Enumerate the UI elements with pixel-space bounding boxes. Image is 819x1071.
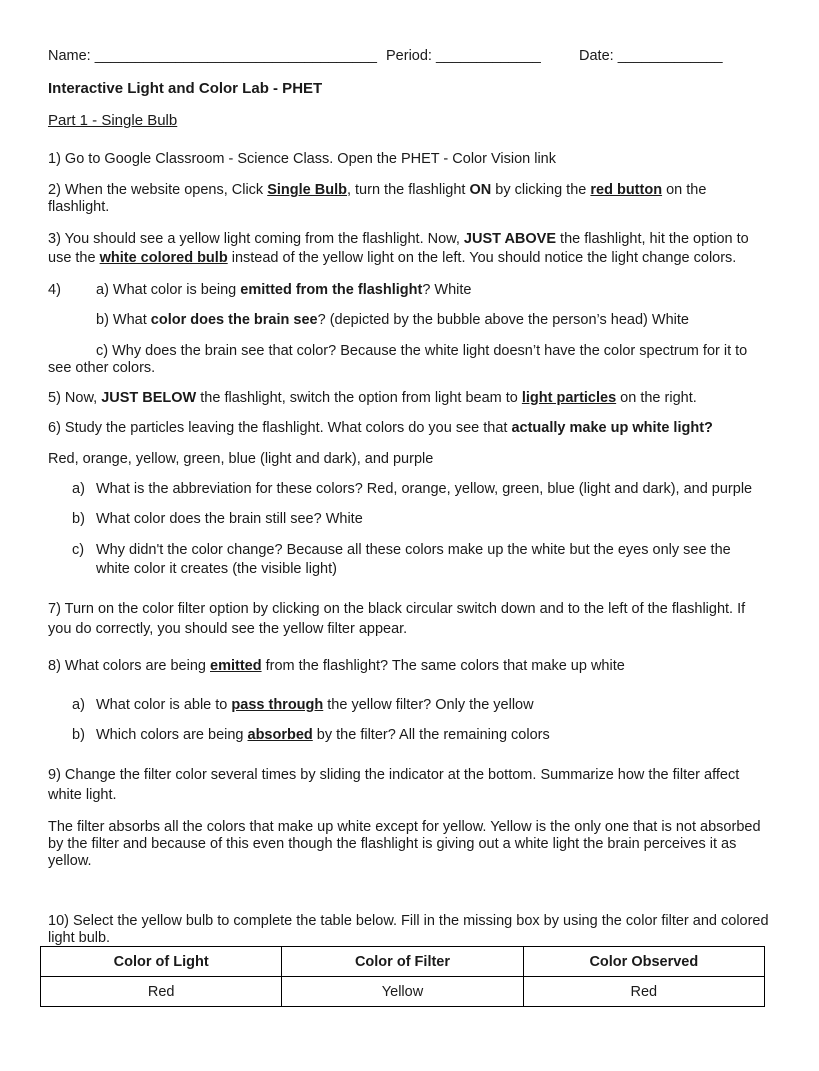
period-label: Period: — [386, 48, 432, 64]
q6-bold: actually make up white light? — [511, 420, 713, 436]
q6a-marker: a) — [72, 481, 85, 497]
date-field[interactable] — [579, 48, 723, 64]
q8a-marker: a) — [72, 697, 85, 713]
observation-table — [40, 946, 765, 1007]
q2-on: ON — [469, 182, 492, 198]
table-cell[interactable]: Red — [523, 977, 764, 1007]
q4b-text: ? (depicted by the bubble above the person’s head) White — [317, 312, 689, 328]
question-6b: What color does the brain still see? White — [96, 511, 363, 527]
q4b-bold: color does the brain see — [150, 312, 318, 328]
q8a-text: the yellow filter? Only the yellow — [323, 697, 534, 713]
q4a-text: a) What color is being — [96, 282, 241, 298]
question-4a — [96, 282, 768, 298]
q2-single-bulb: Single Bulb — [267, 182, 347, 198]
q8b-marker: b) — [72, 727, 85, 743]
q4a-bold: emitted from the flashlight — [240, 282, 423, 298]
q6b-marker: b) — [72, 511, 85, 527]
q8a-pass-through: pass through — [231, 697, 324, 713]
q8-text: from the flashlight? The same colors that make up white — [261, 658, 625, 674]
table-cell[interactable]: Yellow — [282, 977, 523, 1007]
question-4b — [96, 312, 768, 328]
question-1: 1) Go to Google Classroom - Science Class. Open the PHET - Color Vision link — [48, 151, 556, 167]
q3-white-bulb: white colored bulb — [99, 250, 228, 266]
date-blank[interactable]: _____________ — [617, 48, 723, 64]
question-10: 10) Select the yellow bulb to complete the table below. Fill in the missing box by using the color filter and colored light bulb. — [48, 913, 769, 946]
table-header: Color of Filter — [282, 947, 523, 977]
question-8b — [96, 726, 768, 745]
table-header: Color of Light — [41, 947, 282, 977]
page-title: Interactive Light and Color Lab - PHET — [48, 80, 323, 97]
q5-text: 5) Now, — [48, 390, 102, 406]
q2-text: on the flashlight. — [48, 182, 707, 215]
q2-text: by clicking the — [491, 182, 591, 198]
q2-text: , turn the flashlight — [346, 182, 470, 198]
question-7: 7) Turn on the color filter option by clicking on the black circular switch down and to the left of the flashlight. If you do correctly, you should see the yellow filter appear. — [48, 601, 746, 637]
q4b-text: b) What — [96, 312, 151, 328]
date-label: Date: — [579, 48, 614, 64]
q8-text: 8) What colors are being — [48, 658, 210, 674]
question-8a — [96, 696, 768, 715]
question-9-answer: The filter absorbs all the colors that make up white except for yellow. Yellow is the only one that is not absorbed by the filter and because of this even though the flashlight is giving out a white light the brain perceives it as yellow. — [48, 819, 761, 869]
q2-red-button: red button — [590, 182, 663, 198]
q8-emitted: emitted — [210, 658, 262, 674]
q5-light-particles: light particles — [521, 390, 617, 406]
question-8 — [48, 658, 770, 675]
q8b-text: by the filter? All the remaining colors — [312, 727, 550, 743]
name-blank[interactable]: ___________________________________ — [94, 48, 377, 64]
question-6c: Why didn't the color change? Because all these colors make up the white but the eyes only see the white color it creates (the visible light) — [96, 542, 731, 577]
part-heading: Part 1 - Single Bulb — [48, 112, 178, 129]
q5-text: on the right. — [616, 390, 697, 406]
period-field[interactable] — [386, 48, 541, 64]
question-4-number: 4) — [48, 282, 61, 298]
q8a-text: What color is able to — [96, 697, 232, 713]
table-header-row — [41, 947, 765, 977]
q4a-text: ? White — [422, 282, 472, 298]
question-2 — [48, 182, 770, 216]
question-4c: c) Why does the brain see that color? Because the white light doesn’t have the color spectrum for it to see other colors. — [48, 343, 748, 376]
question-9: 9) Change the filter color several times by sliding the indicator at the bottom. Summarize how the filter affect white light. — [48, 767, 740, 803]
q8b-text: Which colors are being — [96, 727, 248, 743]
question-6a: What is the abbreviation for these colors? Red, orange, yellow, green, blue (light and dark), and purple — [96, 481, 753, 497]
table-cell[interactable]: Red — [41, 977, 282, 1007]
name-label: Name: — [48, 48, 91, 64]
q5-just-below: JUST BELOW — [101, 390, 197, 406]
question-6-answer: Red, orange, yellow, green, blue (light and dark), and purple — [48, 451, 434, 467]
q3-text: 3) You should see a yellow light coming from the flashlight. Now, — [48, 231, 464, 247]
q3-text: instead of the yellow light on the left. You should notice the light change colors. — [227, 250, 737, 266]
q8b-absorbed: absorbed — [247, 727, 313, 743]
table-header: Color Observed — [523, 947, 764, 977]
question-5 — [48, 390, 770, 407]
question-3 — [48, 230, 773, 268]
q5-text: the flashlight, switch the option from light beam to — [196, 390, 522, 406]
period-blank[interactable]: _____________ — [435, 48, 541, 64]
q2-text: 2) When the website opens, Click — [48, 182, 268, 198]
name-field[interactable] — [48, 48, 377, 64]
q3-just-above: JUST ABOVE — [463, 231, 557, 247]
q6c-marker: c) — [72, 542, 85, 558]
q6-text: 6) Study the particles leaving the flashlight. What colors do you see that — [48, 420, 512, 436]
table-row — [41, 977, 765, 1007]
question-6 — [48, 420, 770, 437]
q3-text: the flashlight, hit the option to use the — [48, 231, 749, 266]
